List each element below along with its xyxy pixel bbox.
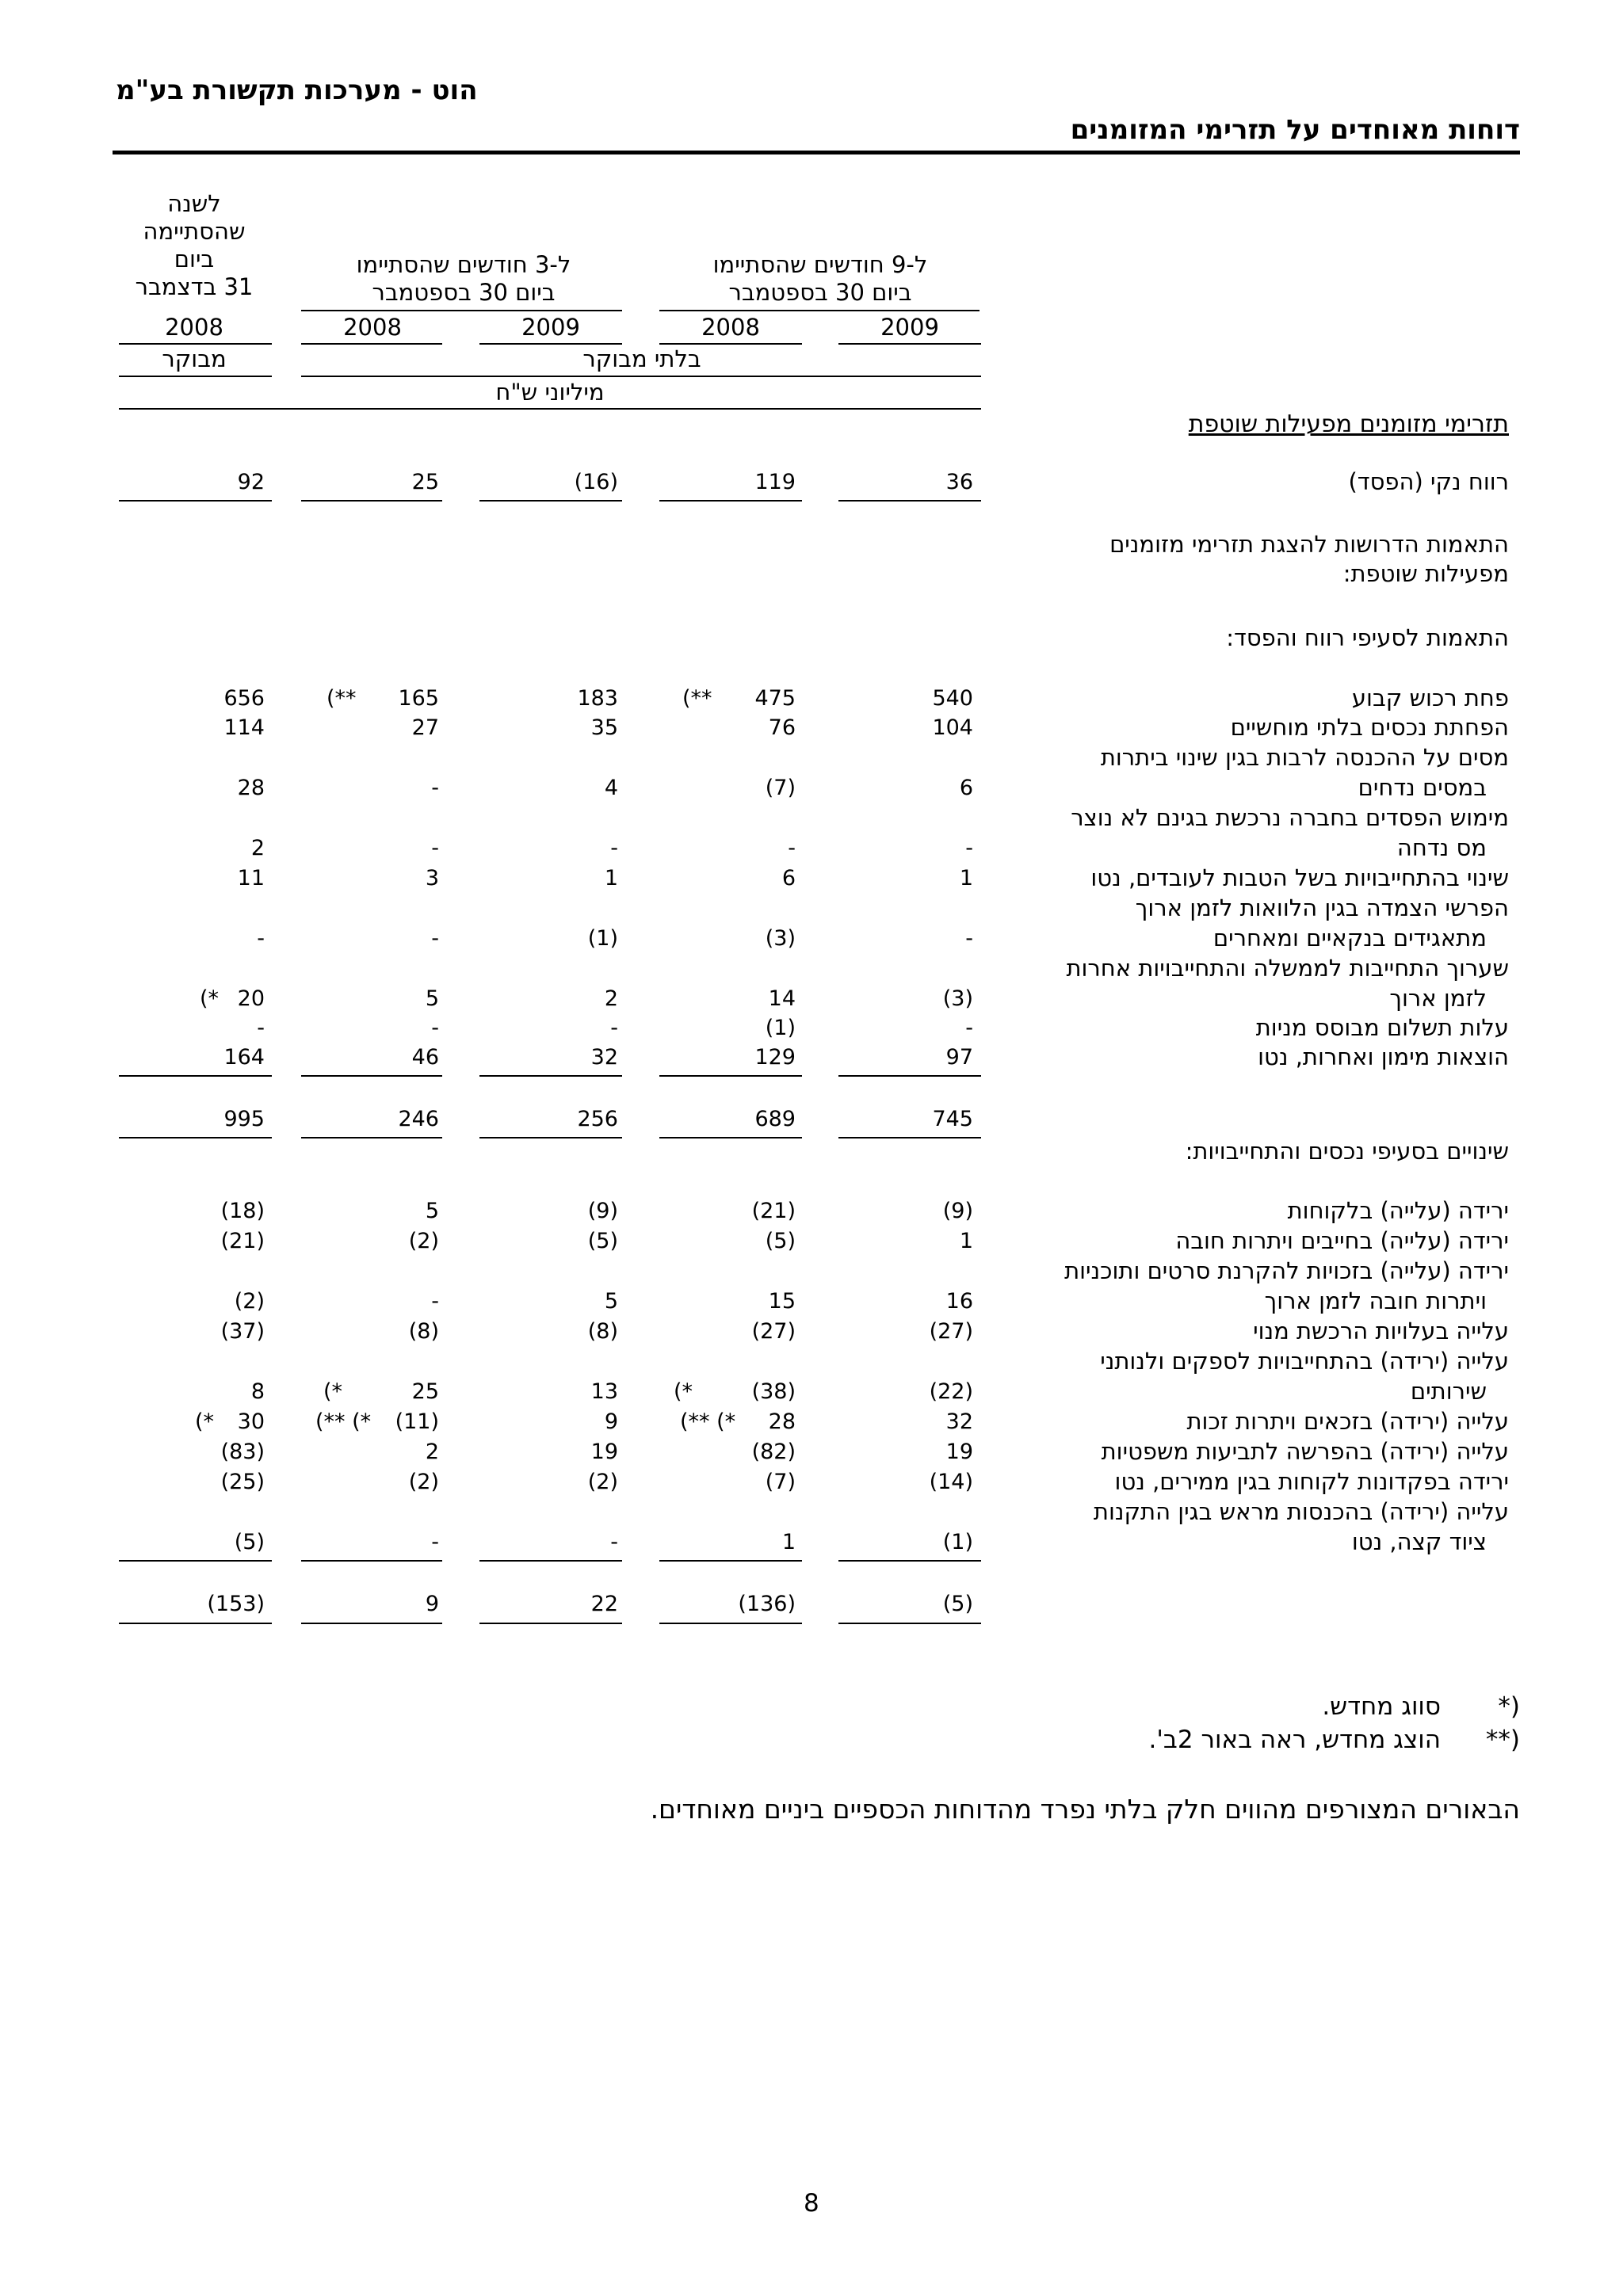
cell: (153) [207,1592,265,1616]
cell: - [965,926,973,951]
cell: (3) [942,986,973,1011]
cell: 13 [590,1379,618,1404]
cell: (1) [765,1016,796,1040]
cell: 30 [237,1409,265,1434]
cell: - [431,1016,439,1040]
label-payables: עלייה (ירידה) בזכאים ויתרות זכות [1186,1408,1509,1435]
year-col1: 2009 [880,314,939,341]
rule-units [119,408,981,410]
cell: 6 [781,866,796,891]
cell: 656 [223,686,265,711]
label-adjustments-l1: התאמות הדרושות להצגת תזרימי מזומנים [1109,531,1509,558]
rule-r0-c1 [838,500,981,502]
cell: 19 [945,1440,973,1464]
nine-months-rule [659,310,980,311]
cell: - [610,836,618,860]
cell: (83) [220,1440,265,1464]
rule-r23-c5 [119,1623,272,1624]
cell: 28 [237,776,265,800]
three-months-rule [301,310,622,311]
cell: (22) [929,1379,973,1404]
rule-r11-c4 [301,1075,442,1077]
cell: (5) [587,1229,618,1253]
label-linkage-l1: הפרשי הצמדה בגין הלוואות לזמן ארוך [1135,894,1509,921]
cell: - [257,1016,265,1040]
cell: (37) [220,1319,265,1344]
cell: - [431,1289,439,1314]
year-col3: 2009 [521,314,580,341]
label-revaluation-l1: שערוך התחייבות לממשלה והתחייבויות אחרות [1066,955,1509,982]
unaudited-label: בלתי מבוקר [582,345,701,372]
cell: 246 [398,1107,439,1131]
cell: 165 [398,686,439,711]
cell: 995 [223,1107,265,1131]
rule-year-c3 [479,343,622,345]
cell: 1 [604,866,618,891]
cell: 2 [250,836,265,860]
rule-year-c2 [659,343,802,345]
label-legal-claims: עלייה (ירידה) בהפרשה לתביעות משפטיות [1101,1438,1509,1465]
cell: (14) [929,1470,973,1494]
cell: 35 [590,715,618,740]
cell: 540 [932,686,973,711]
cell: 25 [411,1379,439,1404]
cell: 2 [425,1440,439,1464]
year-header-line2: שהסתיימה [143,218,246,245]
three-months-header [301,251,626,307]
year-column-header [119,190,269,301]
cell: 76 [768,715,796,740]
cell: 46 [411,1045,439,1070]
rule-r23-c2 [659,1623,802,1624]
cell: (7) [765,776,796,800]
rule-r12-c4 [301,1137,442,1138]
cell: 4 [604,776,618,800]
company-name: הוט - מערכות תקשורת בע"מ [116,74,478,106]
rule-year-c5 [119,343,272,345]
footnote-marker: (* [200,986,220,1011]
cell: (3) [765,926,796,951]
cell: 15 [768,1289,796,1314]
cell: 32 [590,1045,618,1070]
rule-r23-c1 [838,1623,981,1624]
label-receivables: ירידה (עלייה) בחייבים ויתרות חובה [1175,1227,1509,1254]
cell: (1) [587,926,618,951]
rule-r11-c1 [838,1075,981,1077]
cell: 25 [411,470,439,494]
cell: 8 [250,1379,265,1404]
year-col5: 2008 [165,314,223,341]
header-rule [113,151,1520,154]
cell: (7) [765,1470,796,1494]
cell: 19 [590,1440,618,1464]
cell: 6 [959,776,973,800]
cell: - [431,776,439,800]
cell: 97 [945,1045,973,1070]
rule-r23-c4 [301,1623,442,1624]
rule-r12-c5 [119,1137,272,1138]
label-adjustments-l2: מפעילות שוטפת: [1342,560,1509,587]
cell: 5 [604,1289,618,1314]
label-employee-benefits: שינוי בהתחייבויות בשל הטבות לעובדים, נטו [1090,864,1509,891]
nine-months-line1: ל-9 חודשים שהסתיימו [712,251,928,278]
label-depreciation: פחת רכוש קבוע [1351,685,1509,711]
cell: 475 [754,686,796,711]
label-losses-l2: מס נדחה [1396,834,1487,861]
rule-unaudited [301,376,981,377]
cell: (1) [942,1530,973,1554]
cell: 11 [237,866,265,891]
cell: 183 [577,686,618,711]
cell: 1 [781,1530,796,1554]
cell: 114 [223,715,265,740]
label-deferred-income-l1: עלייה (ירידה) בהכנסות מראש בגין התקנות [1093,1498,1509,1525]
cell: (11) [395,1409,439,1434]
rule-r22-c2 [659,1560,802,1562]
cell: 1 [959,1229,973,1253]
label-deferred-income-l2: ציוד קצה, נטו [1351,1528,1487,1555]
cell: 22 [590,1592,618,1616]
units-label: מיליוני ש"ח [495,379,605,406]
year-col2: 2008 [701,314,760,341]
cell: 3 [425,866,439,891]
footnote-text-1: סווג מחדש. [1322,1692,1441,1721]
cell: - [610,1016,618,1040]
rule-r23-c3 [479,1623,622,1624]
cell: (2) [408,1229,439,1253]
label-broadcast-l1: ירידה (עלייה) בזכויות להקרנת סרטים ותוכניות [1064,1257,1509,1284]
cell: 689 [754,1107,796,1131]
cell: 129 [754,1045,796,1070]
document-title: דוחות מאוחדים על תזרימי המזומנים [1070,114,1520,146]
cell: 16 [945,1289,973,1314]
footnote-mark-1: *) [1498,1692,1520,1721]
cell: 14 [768,986,796,1011]
rule-r11-c2 [659,1075,802,1077]
cell: - [788,836,796,860]
cell: 256 [577,1107,618,1131]
rule-r0-c4 [301,500,442,502]
cell: (82) [751,1440,796,1464]
cell: (38) [751,1379,796,1404]
label-broadcast-l2: ויתרות חובה לזמן ארוך [1264,1287,1487,1314]
cell: (21) [220,1229,265,1253]
footnote-marker: (** [682,686,712,711]
cell: (5) [942,1592,973,1616]
cell: - [257,926,265,951]
year-header-line3: ביום [174,246,215,273]
rule-r11-c3 [479,1075,622,1077]
cell: - [431,1530,439,1554]
cell: (2) [587,1470,618,1494]
section-title: תזרימי מזומנים מפעילות שוטפת [1188,410,1509,438]
label-taxes-l1: מסים על ההכנסה לרבות בגין שינוי ביתרות [1100,744,1509,771]
cell: 745 [932,1107,973,1131]
footnote-mark-2: **) [1485,1726,1520,1754]
label-losses-l1: מימוש הפסדים בחברה נרכשת בגינם לא נוצר [1071,804,1509,831]
three-months-line2: ביום 30 בספטמבר [372,279,556,306]
label-amortization: הפחתת נכסים בלתי מוחשיים [1230,714,1509,741]
cell: 2 [604,986,618,1011]
cell: - [965,836,973,860]
cell: (27) [929,1319,973,1344]
cell: 1 [959,866,973,891]
rule-r0-c5 [119,500,272,502]
cell: 9 [604,1409,618,1434]
cell: (21) [751,1199,796,1223]
cell: 32 [945,1409,973,1434]
rule-r12-c3 [479,1137,622,1138]
rule-r22-c1 [838,1560,981,1562]
cell: - [431,836,439,860]
page-number: 8 [804,2189,819,2218]
rule-r22-c3 [479,1560,622,1562]
cell: - [965,1016,973,1040]
cell: (9) [587,1199,618,1223]
nine-months-header [658,251,983,307]
footnote-marker: (* [195,1409,215,1434]
label-changes-title: שינויים בסעיפי נכסים והתחייבויות: [1185,1138,1509,1165]
rule-audited [119,376,272,377]
cell: (136) [738,1592,796,1616]
footnote-marker: (* [674,1379,693,1404]
cell: 119 [754,470,796,494]
cell: 5 [425,1199,439,1223]
cell: 36 [945,470,973,494]
rule-r11-c5 [119,1075,272,1077]
cell: (18) [220,1199,265,1223]
label-revaluation-l2: לזמן ארוך [1389,985,1487,1012]
rule-r22-c4 [301,1560,442,1562]
footnote-marker: (** [327,686,357,711]
label-net-profit: רווח נקי (הפסד) [1348,468,1509,495]
rule-r12-c1 [838,1137,981,1138]
cell: 20 [237,986,265,1011]
rule-r0-c3 [479,500,622,502]
label-deposits: ירידה בפקדונות לקוחות בגין ממירים, נטו [1114,1468,1509,1495]
bottom-note: הבאורים המצורפים מהווים חלק בלתי נפרד מהדוחות הכספיים ביניים מאוחדים. [650,1794,1520,1825]
audited-label: מבוקר [162,345,227,372]
label-suppliers-l1: עלייה (ירידה) בהתחייבויות לספקים ולנותני [1100,1348,1509,1375]
label-subscriber-costs: עלייה בעלויות הרכשת מנוי [1253,1318,1509,1344]
cell: (2) [408,1470,439,1494]
footnote-text-2: הוצג מחדש, ראה באור 2ב'. [1148,1726,1441,1754]
label-suppliers-l2: שירותים [1410,1378,1487,1405]
label-share-based: עלות תשלום מבוסס מניות [1255,1014,1509,1041]
label-pl-adjustments: התאמות לסעיפי רווח והפסד: [1226,624,1509,651]
label-financing: הוצאות מימון ואחרות, נטו [1258,1043,1509,1070]
cell: 27 [411,715,439,740]
footnote-marker: (** (* [315,1409,372,1434]
nine-months-line2: ביום 30 בספטמבר [728,279,912,306]
rule-year-c1 [838,343,981,345]
cell: (25) [220,1470,265,1494]
cell: (5) [765,1229,796,1253]
cell: (8) [408,1319,439,1344]
year-col4: 2008 [343,314,402,341]
cell: (5) [234,1530,265,1554]
cell: - [610,1530,618,1554]
rule-year-c4 [301,343,442,345]
rule-r12-c2 [659,1137,802,1138]
cell: 5 [425,986,439,1011]
label-taxes-l2: במסים נדחים [1358,774,1487,801]
rule-r22-c5 [119,1560,272,1562]
label-customers: ירידה (עלייה) בלקוחות [1287,1197,1509,1224]
cell: 104 [932,715,973,740]
rule-r0-c2 [659,500,802,502]
cell: (27) [751,1319,796,1344]
cell: - [431,926,439,951]
year-header-line4: 31 בדצמבר [135,273,254,300]
footnote-marker: (* [323,1379,343,1404]
label-linkage-l2: מתאגידים בנקאיים ומאחרים [1212,925,1487,952]
cell: 28 [768,1409,796,1434]
cell: 164 [223,1045,265,1070]
cell: (9) [942,1199,973,1223]
cell: (16) [574,470,618,494]
cell: (8) [587,1319,618,1344]
cell: (2) [234,1289,265,1314]
cell: 92 [237,470,265,494]
cell: 9 [425,1592,439,1616]
footnote-marker: (** (* [680,1409,736,1434]
year-header-line1: לשנה [167,190,221,217]
three-months-line1: ל-3 חודשים שהסתיימו [356,251,571,278]
